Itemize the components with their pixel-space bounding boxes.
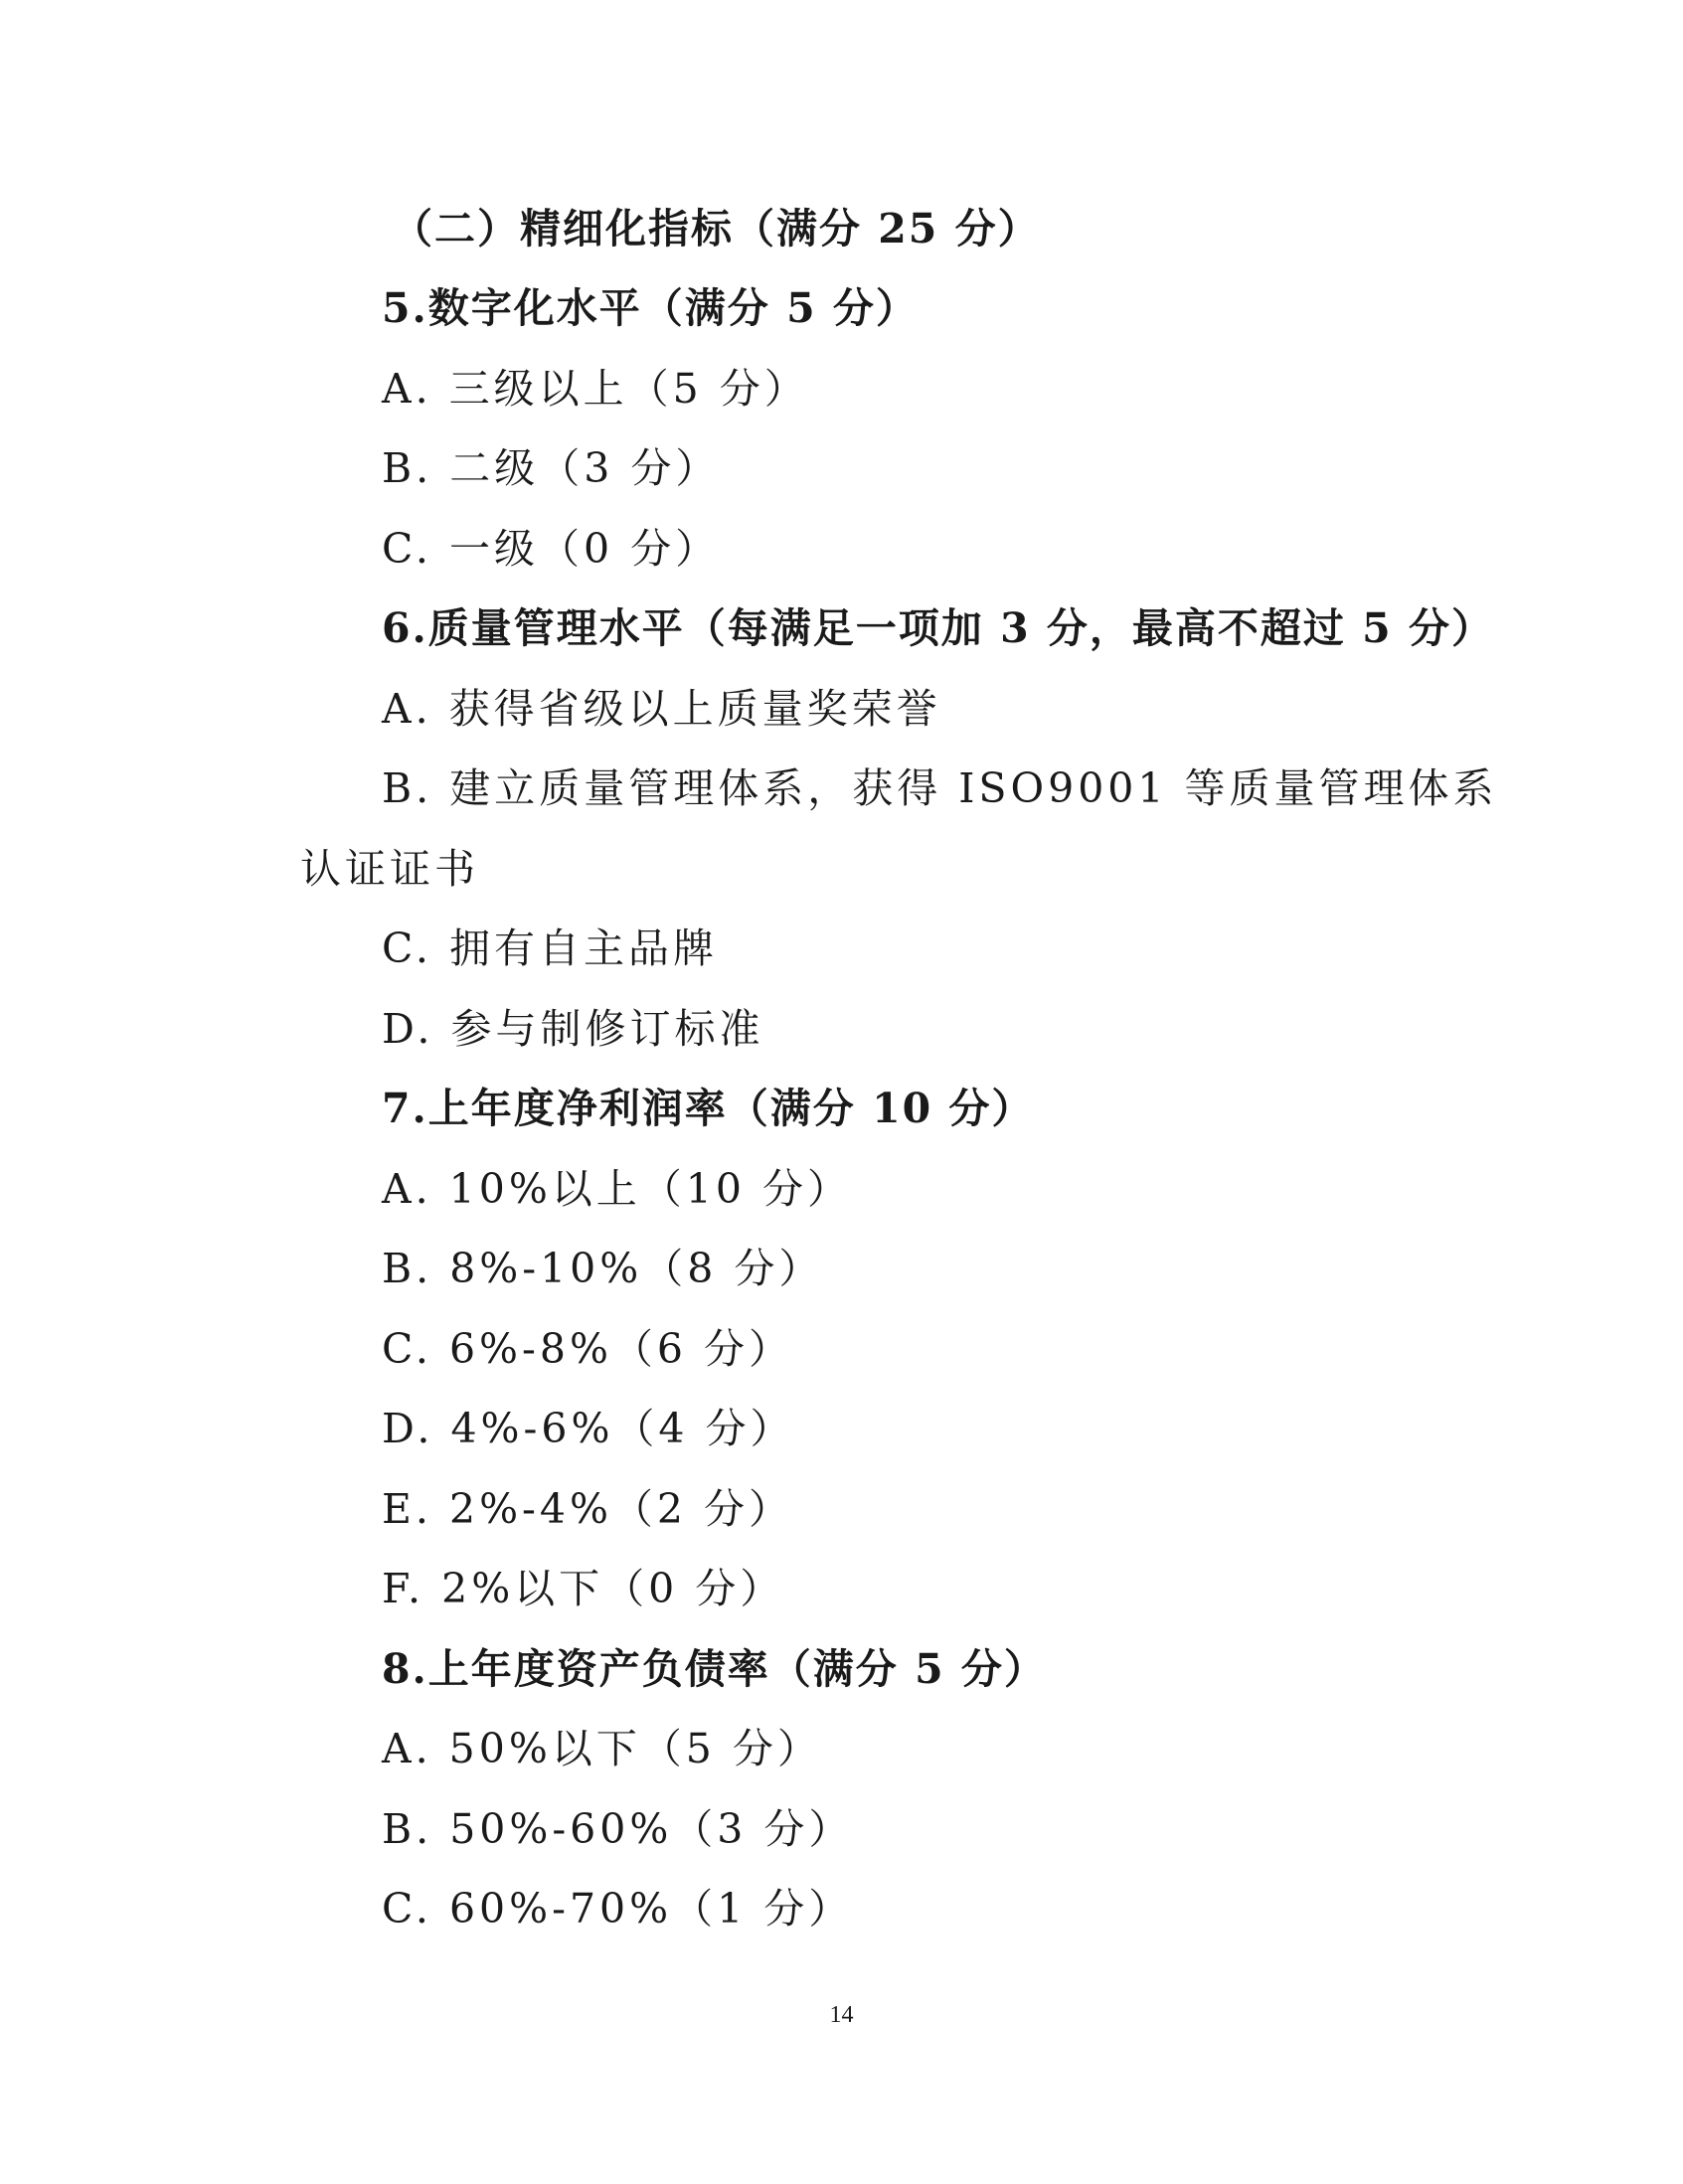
option-line-continuation: 认证证书 — [300, 845, 479, 893]
option-line: D. 4%-6%（4 分） — [382, 1405, 795, 1452]
option-line: C. 60%-70%（1 分） — [382, 1885, 854, 1932]
option-line: B. 二级（3 分） — [382, 444, 721, 492]
option-line: C. 一级（0 分） — [382, 525, 721, 573]
item-heading: 8.上年度资产负债率（满分 5 分） — [382, 1645, 1047, 1693]
option-line: B. 50%-60%（3 分） — [382, 1805, 854, 1853]
option-line: A. 50%以下（5 分） — [382, 1725, 822, 1772]
option-line: B. 建立质量管理体系，获得 ISO9001 等质量管理体系 — [382, 764, 1498, 812]
option-line: E. 2%-4%（2 分） — [382, 1485, 794, 1533]
option-line: A. 10%以上（10 分） — [382, 1165, 853, 1213]
option-line: C. 6%-8%（6 分） — [382, 1325, 794, 1373]
item-heading: 7.上年度净利润率（满分 10 分） — [382, 1085, 1035, 1132]
section-title: （二）精细化指标（满分 25 分） — [392, 205, 1041, 252]
item-heading: 5.数字化水平（满分 5 分） — [382, 284, 919, 332]
option-line: A. 获得省级以上质量奖荣誉 — [382, 685, 941, 733]
option-line: F. 2%以下（0 分） — [382, 1565, 785, 1612]
option-line: B. 8%-10%（8 分） — [382, 1245, 824, 1292]
option-line: A. 三级以上（5 分） — [382, 365, 809, 413]
item-heading: 6.质量管理水平（每满足一项加 3 分，最高不超过 5 分） — [382, 604, 1494, 652]
option-line: D. 参与制修订标准 — [382, 1005, 764, 1053]
option-line: C. 拥有自主品牌 — [382, 924, 718, 972]
page-number: 14 — [829, 2002, 854, 2028]
